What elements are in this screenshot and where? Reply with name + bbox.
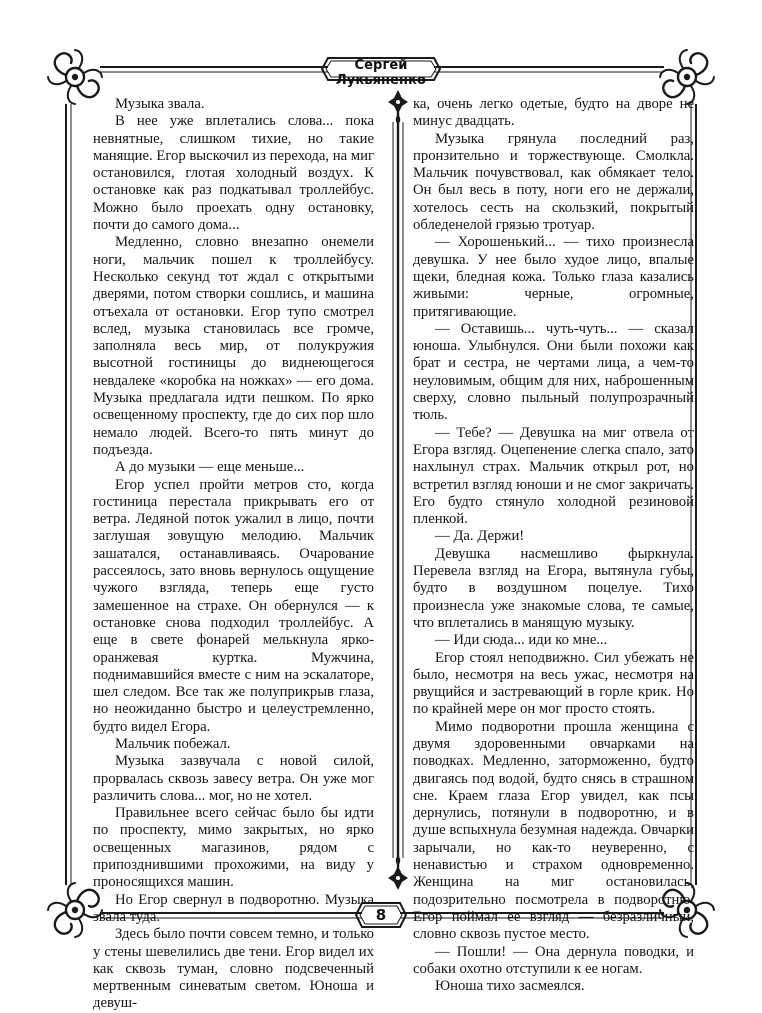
paragraph: — Иди сюда... иди ко мне... (435, 632, 608, 649)
paragraph: Музыка грянула последний раз, пронзительно и торжествующе. Смолкла. Мальчик почувствовал, как обмякает тело. Он был весь в поту, ноги его не держали, хотелось сесть на скользкий, покрытый обледенелой грязью тротуар. (413, 130, 694, 234)
paragraph: В нее уже вплетались слова... пока невнятные, слишком тихие, но такие манящие. Егор выскочил из перехода, на миг остановился, глотая холодный воздух. К остановке как раз подкатывал троллейбус. Можно было проехать одну остановку, почти до самого дома... (93, 113, 374, 234)
running-header-author: Сергей Лукьяненко (335, 58, 427, 88)
paragraph: — Да. Держи! (435, 528, 525, 545)
paragraph: — Пошли! — Она дернула поводки, и собаки охотно отступили к ее ногам. (413, 943, 694, 977)
paragraph: Мимо подворотни прошла женщина с двумя здоровенными овчарками на поводках. Медленно, заторможенно, будто двигаясь под водой, будто снясь в страшном сне. Краем глаза Егор увидел, как псы дернулись, потянули в подворотню, и в душе вспыхнула безумная надежда. Овчарки зарычали, но как-то неуверенно, с ненавистью и страхом одновременно. Женщина на миг остановилась, подозрительно посмотрела в подворотню. Егор поймал ее взгляд — безразличный, словно сквозь пустое место. (413, 718, 694, 943)
column-divider-ornament-icon (388, 90, 408, 890)
paragraph: — Тебе? — Девушка на миг отвела от Егора взгляд. Оцепенение слегка спало, зато нахлынул страх. Мальчик открыл рот, но встретил взгляд юноши и не смог закричать. Его будто стянуло холодной резиновой пленкой. (413, 424, 694, 528)
paragraph: Здесь было почти совсем темно, и только у стены шевелились две тени. Егор видел их как сквозь туман, словно подсвеченный мертвенным синеватым светом. Юноша и девуш- (93, 926, 374, 1012)
paragraph-continued: ка, очень легко одетые, будто на дворе не минус двадцать. (413, 96, 694, 130)
paragraph: Егор успел пройти метров сто, когда гостиница перестала прикрывать его от ветра. Ледяной поток ужалил в лицо, почти заглушая зовущую мелодию. Мальчик зашатался, останавливаясь. Очарование рассеялось, зато вновь вернулось ощущение чужого взгляда, теперь еще густо замешенное на страхе. Он обернулся — к остановке снова подходил троллейбус. А еще в свете фонарей мелькнула ярко-оранжевая куртка. Мужчина, поднимавшийся вместе с ним на эскалаторе, шел следом. Все так же полуприкрыв глаза, но неожиданно быстро и целеустремленно, будто видел Егора. (93, 476, 374, 735)
text-column-right (413, 96, 694, 995)
paragraph: А до музыки — еще меньше... (115, 459, 305, 476)
paragraph: Девушка насмешливо фыркнула. Перевела взгляд на Егора, вытянула губы, будто в воздушном поцелуе. Тихо произнесла уже знакомые слова, те самые, что вплетались в манящую музыку. (413, 545, 694, 631)
paragraph: Медленно, словно внезапно онемели ноги, мальчик пошел к троллейбусу. Несколько секунд тот ждал с открытыми дверями, потом створки сошлись, и машина отъехала от остановки. Егор тупо смотрел вслед, музыка становилась все громче, заполняла весь мир, от полукружия высотной гостиницы до виднеющегося невдалеке «коробка на ножках» — его дома. Музыка предлагала идти пешком. По ярко освещенному проспекту, где до сих пор шло немало людей. Всего-то пять минут до подъезда. (93, 234, 374, 458)
paragraph: Егор стоял неподвижно. Сил убежать не было, несмотря на весь ужас, несмотря на рвущийся и застревающий в горле крик. Но по крайней мере он мог просто стоять. (413, 649, 694, 718)
paragraph: Мальчик побежал. (115, 735, 231, 752)
paragraph: Но Егор свернул в подворотню. Музыка звала туда. (93, 891, 374, 925)
paragraph: Музыка зазвучала с новой силой, прорвалась сквозь завесу ветра. Он уже мог различить слова... мог, но не хотел. (93, 753, 374, 804)
paragraph: — Оставишь... чуть-чуть... — сказал юноша. Улыбнулся. Они были похожи как брат и сестра, не чертами лица, а чем-то неуловимым, общим для них, наброшенным сверху, словно пыльный полупрозрачный тюль. (413, 320, 694, 424)
paragraph: Музыка звала. (115, 96, 205, 112)
page-number: 8 (375, 906, 387, 924)
paragraph: Юноша тихо засмеялся. (435, 978, 585, 995)
paragraph: — Хорошенький... — тихо произнесла девушка. У нее было худое лицо, впалые щеки, бледная кожа. Только глаза казались живыми: черные, огромные, притягивающие. (413, 234, 694, 320)
paragraph: Правильнее всего сейчас было бы идти по проспекту, мимо закрытых, но ярко освещенных магазинов, рядом с припозднившими прохожими, на виду у проносящихся машин. (93, 805, 374, 891)
text-column-left (93, 96, 374, 1012)
